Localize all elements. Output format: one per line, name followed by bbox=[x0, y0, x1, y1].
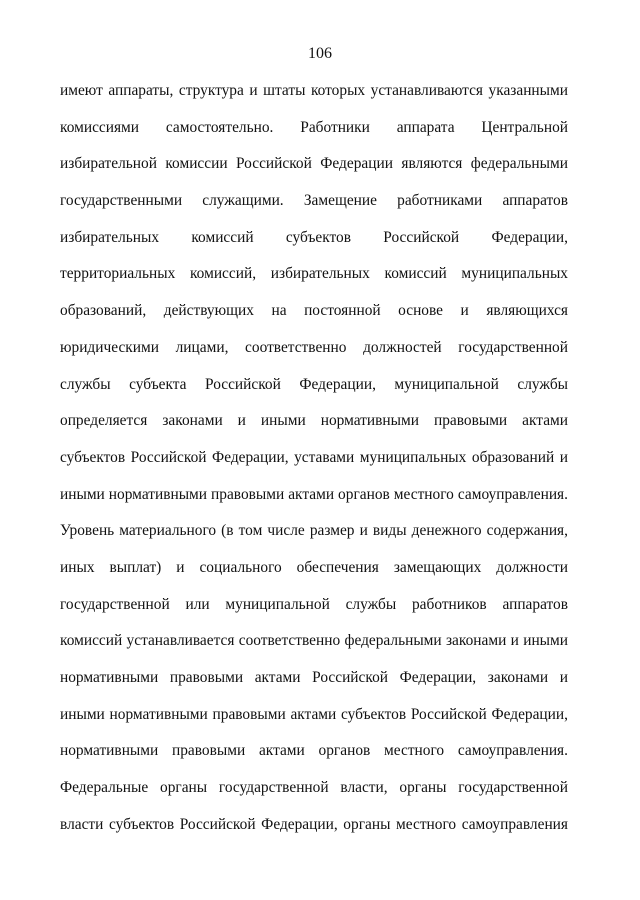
text-line: иных выплат) и социального обеспечения замещающих должности bbox=[60, 558, 568, 576]
text-line: государственной или муниципальной службы работников аппаратов bbox=[60, 595, 568, 613]
text-line: образований, действующих на постоянной основе и являющихся bbox=[60, 302, 568, 320]
body-text bbox=[60, 80, 568, 850]
text-line: имеют аппараты, структура и штаты которых устанавливаются указанными bbox=[60, 82, 568, 99]
text-line: Уровень материального (в том числе размер и виды денежного содержания, bbox=[60, 522, 568, 540]
text-line: иными нормативными правовыми актами органов местного самоуправления. bbox=[60, 485, 568, 503]
text-line: комиссий устанавливается соответственно федеральными законами и иными bbox=[60, 632, 568, 650]
text-line: нормативными правовыми актами Российской Федерации, законами и bbox=[60, 669, 568, 686]
text-line: избирательных комиссий субъектов Российской Федерации, bbox=[60, 228, 568, 246]
text-line: избирательной комиссии Российской Федерации являются федеральными bbox=[60, 155, 568, 173]
text-line: власти субъектов Российской Федерации, органы местного самоуправления bbox=[60, 815, 568, 833]
text-line: нормативными правовыми актами органов местного самоуправления. bbox=[60, 742, 568, 760]
text-line: определяется законами и иными нормативными правовыми актами bbox=[60, 412, 568, 430]
page-number: 106 bbox=[308, 45, 332, 62]
text-line: субъектов Российской Федерации, уставами муниципальных образований и bbox=[60, 448, 568, 466]
text-line: государственными служащими. Замещение работниками аппаратов bbox=[60, 192, 568, 210]
text-line: службы субъекта Российской Федерации, муниципальной службы bbox=[60, 375, 568, 393]
text-line: юридическими лицами, соответственно должностей государственной bbox=[60, 338, 568, 356]
text-line: комиссиями самостоятельно. Работники аппарата Центральной bbox=[60, 118, 568, 136]
text-line: территориальных комиссий, избирательных комиссий муниципальных bbox=[60, 265, 568, 283]
text-line: Федеральные органы государственной власти, органы государственной bbox=[60, 779, 568, 797]
text-line: иными нормативными правовыми актами субъектов Российской Федерации, bbox=[60, 705, 568, 723]
